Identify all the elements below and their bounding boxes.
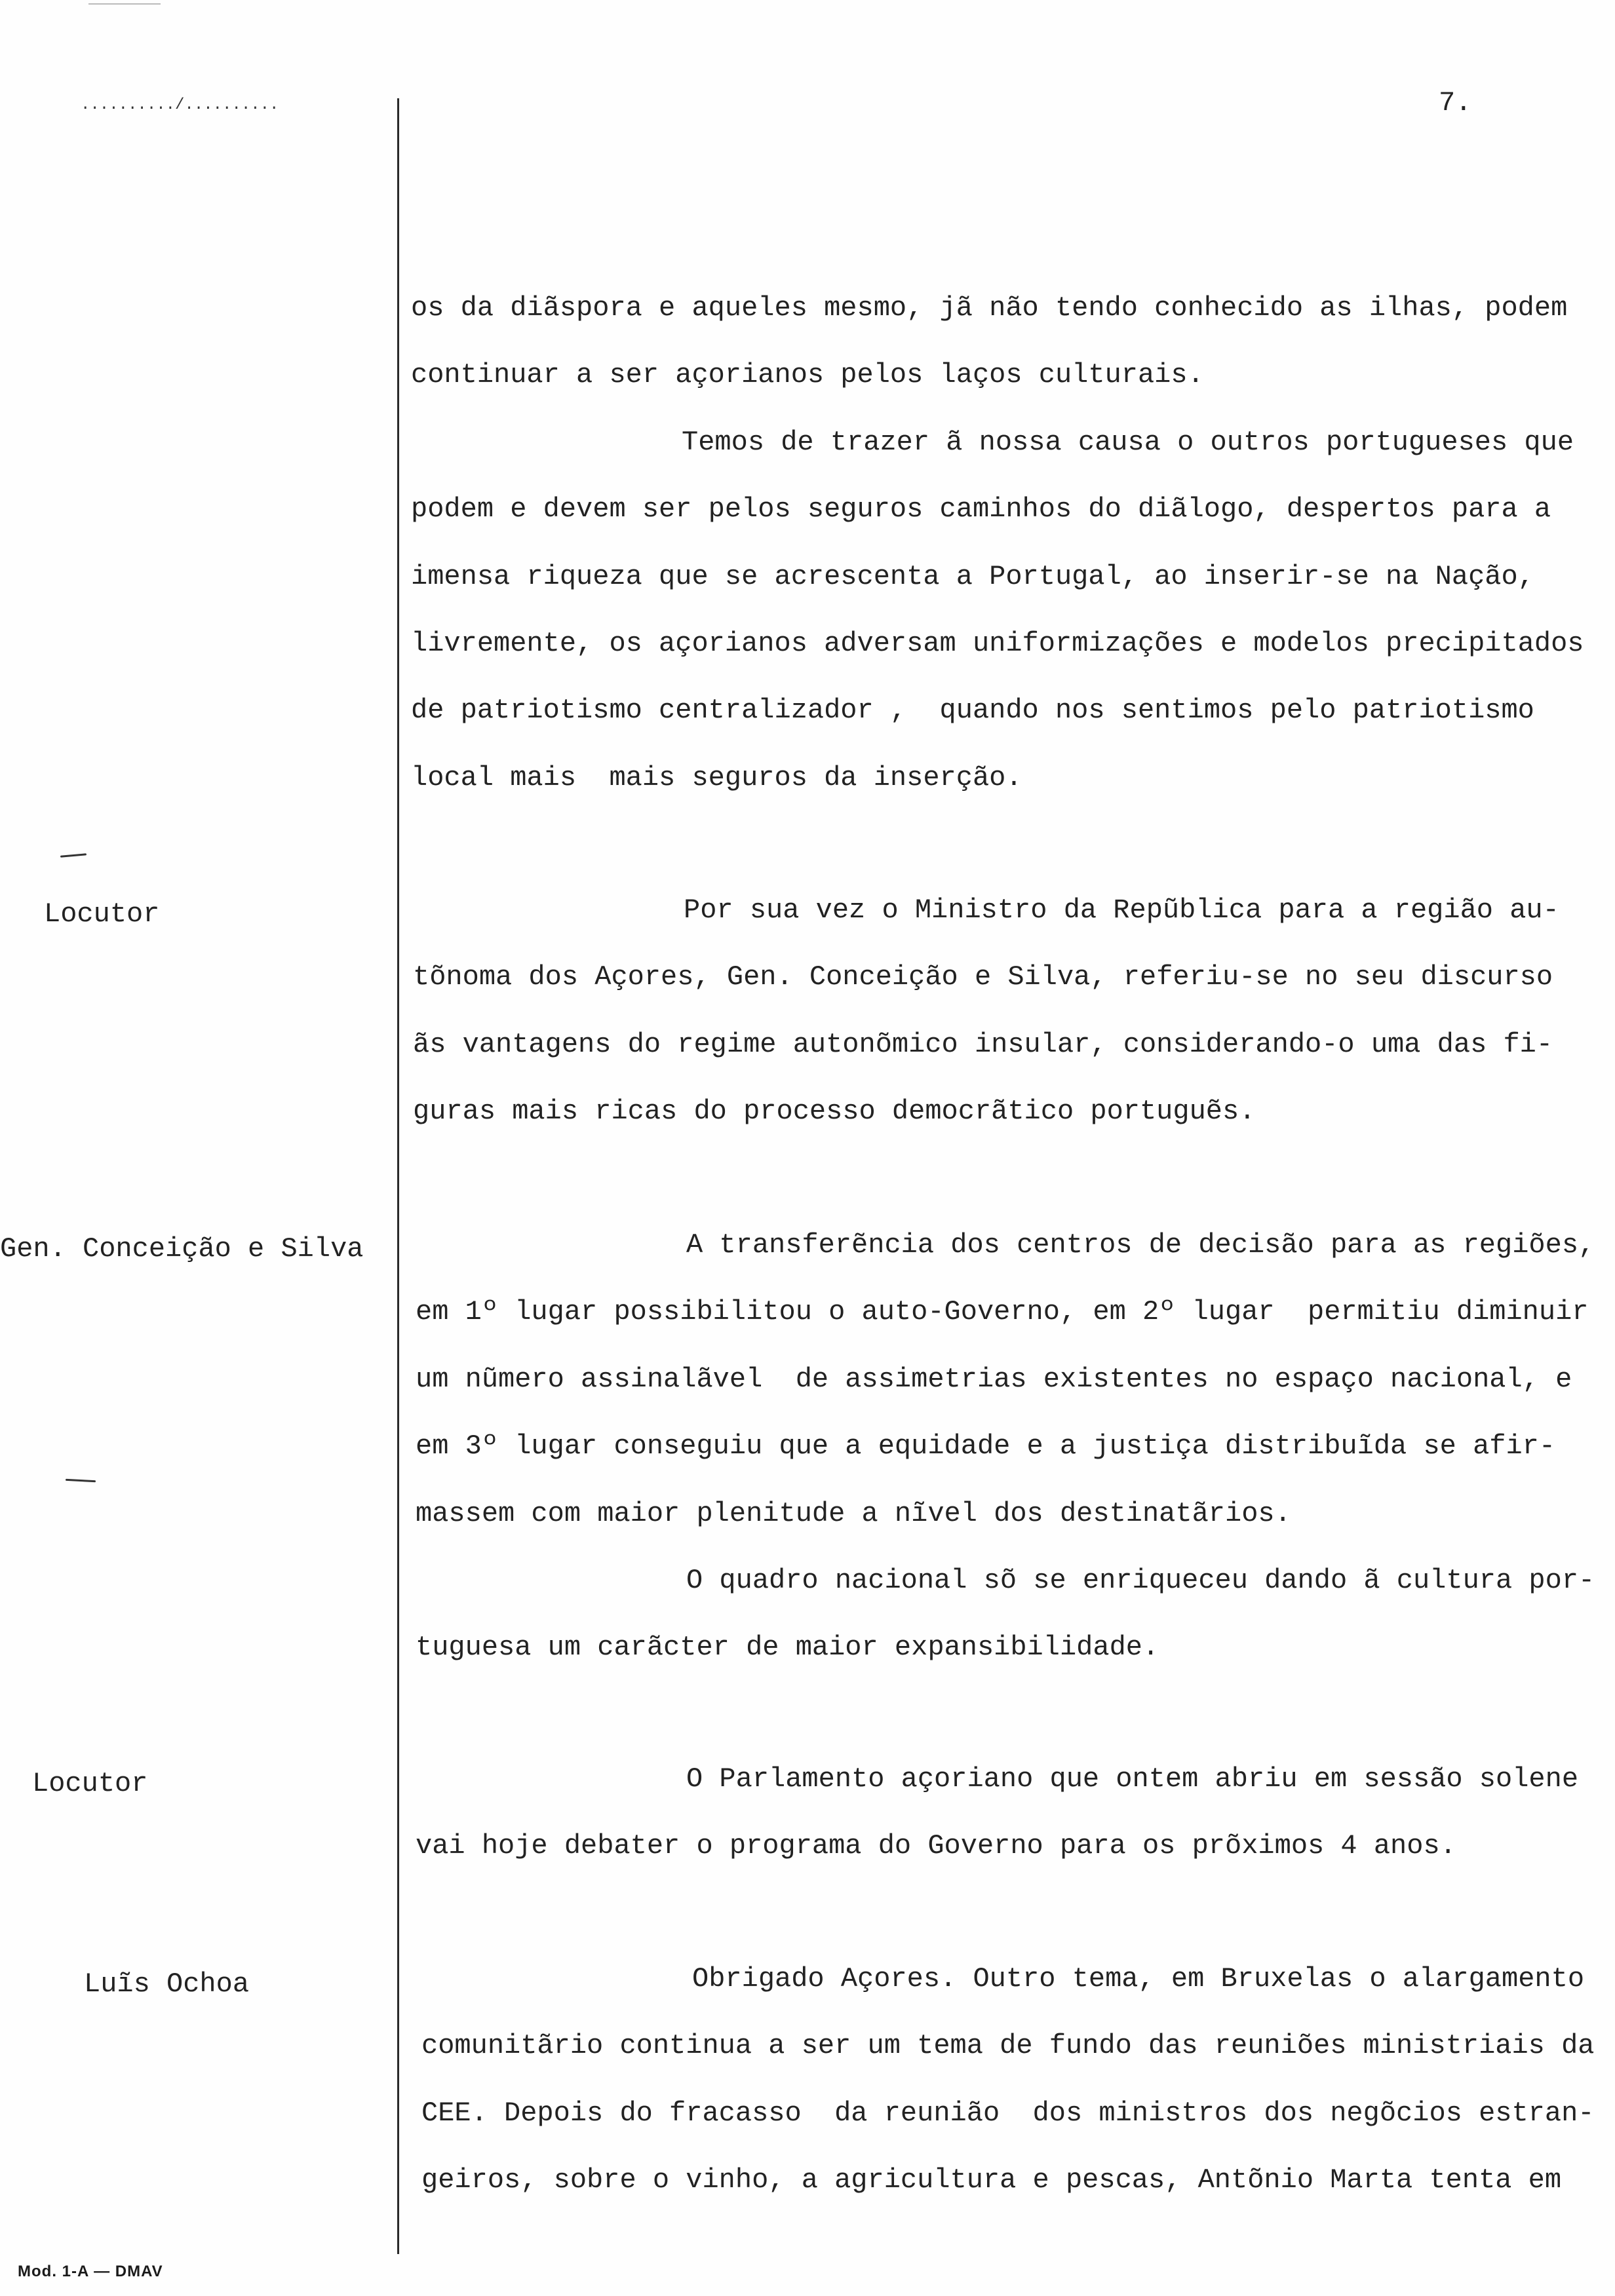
speaker-label-locutor: Locutor: [32, 1768, 148, 1799]
body-line: massem com maior plenitude a nĩvel dos destinatãrios.: [416, 1497, 1291, 1529]
body-line: tuguesa um carãcter de maior expansibilidade.: [416, 1632, 1159, 1664]
body-line: os da diãspora e aqueles mesmo, jã não tendo conhecido as ilhas, podem: [411, 292, 1568, 324]
body-line: continuar a ser açorianos pelos laços culturais.: [411, 359, 1204, 391]
paragraph: [416, 1746, 1578, 1880]
body-line: vai hoje debater o programa do Governo para os prõximos 4 anos.: [416, 1830, 1456, 1862]
body-line: de patriotismo centralizador , quando nos sentimos pelo patriotismo: [411, 695, 1534, 727]
body-line: podem e devem ser pelos seguros caminhos do diãlogo, despertos para a: [411, 493, 1551, 526]
speaker-label-locutor: Locutor: [44, 898, 160, 930]
body-line: comunitãrio continua a ser um tema de fundo das reuniões ministriais da: [421, 2030, 1595, 2062]
body-line: em 3º lugar conseguiu que a equidade e a justiça distribuĩda se afir-: [416, 1430, 1556, 1463]
scan-edge-line: [88, 3, 161, 5]
paragraph: [421, 1945, 1595, 2214]
body-line: Por sua vez o Ministro da Repũblica para a região au-: [684, 894, 1559, 926]
body-line: ãs vantagens do regime autonõmico insular, considerando-o uma das fi-: [413, 1028, 1553, 1060]
form-code: Mod. 1-A — DMAV: [18, 2263, 163, 2280]
column-divider: [397, 98, 399, 2254]
body-line: um nũmero assinalãvel de assimetrias existentes no espaço nacional, e: [416, 1363, 1572, 1395]
page-number: 7.: [1439, 87, 1472, 119]
paragraph: [411, 275, 1584, 811]
body-line: geiros, sobre o vinho, a agricultura e pescas, Antõnio Marta tenta em: [421, 2164, 1562, 2196]
body-line: Obrigado Açores. Outro tema, em Bruxelas o alargamento: [692, 1963, 1585, 1995]
speaker-label-gen-conceicao-e-silva: Gen. Conceição e Silva: [0, 1233, 364, 1265]
body-line: O quadro nacional sõ se enriqueceu dando ã cultura por-: [686, 1564, 1595, 1596]
body-line: livremente, os açorianos adversam uniformizações e modelos precipitados: [411, 627, 1584, 659]
body-line: Temos de trazer ã nossa causa o outros portugueses que: [682, 426, 1574, 458]
body-line: tõnoma dos Açores, Gen. Conceição e Silva, referiu-se no seu discurso: [413, 961, 1553, 993]
speaker-label-luis-ochoa: Luĩs Ochoa: [84, 1968, 250, 2000]
paragraph: [416, 1212, 1595, 1681]
margin-mark: [60, 853, 87, 857]
body-line: local mais mais seguros da inserção.: [411, 761, 1022, 794]
top-reference-mark: ........../..........: [81, 96, 279, 114]
body-line: em 1º lugar possibilitou o auto-Governo, em 2º lugar permitiu diminuir: [416, 1296, 1589, 1328]
body-line: O Parlamento açoriano que ontem abriu em sessão solene: [686, 1763, 1579, 1795]
paragraph: [413, 877, 1559, 1145]
margin-mark: [66, 1479, 96, 1482]
body-line: A transferẽncia dos centros de decisão para as regiões,: [686, 1229, 1595, 1261]
body-line: guras mais ricas do processo democrãtico portuguẽs.: [413, 1096, 1256, 1128]
body-line: CEE. Depois do fracasso da reunião dos ministros dos negõcios estran-: [421, 2097, 1595, 2129]
body-line: imensa riqueza que se acrescenta a Portugal, ao inserir-se na Nação,: [411, 560, 1534, 592]
